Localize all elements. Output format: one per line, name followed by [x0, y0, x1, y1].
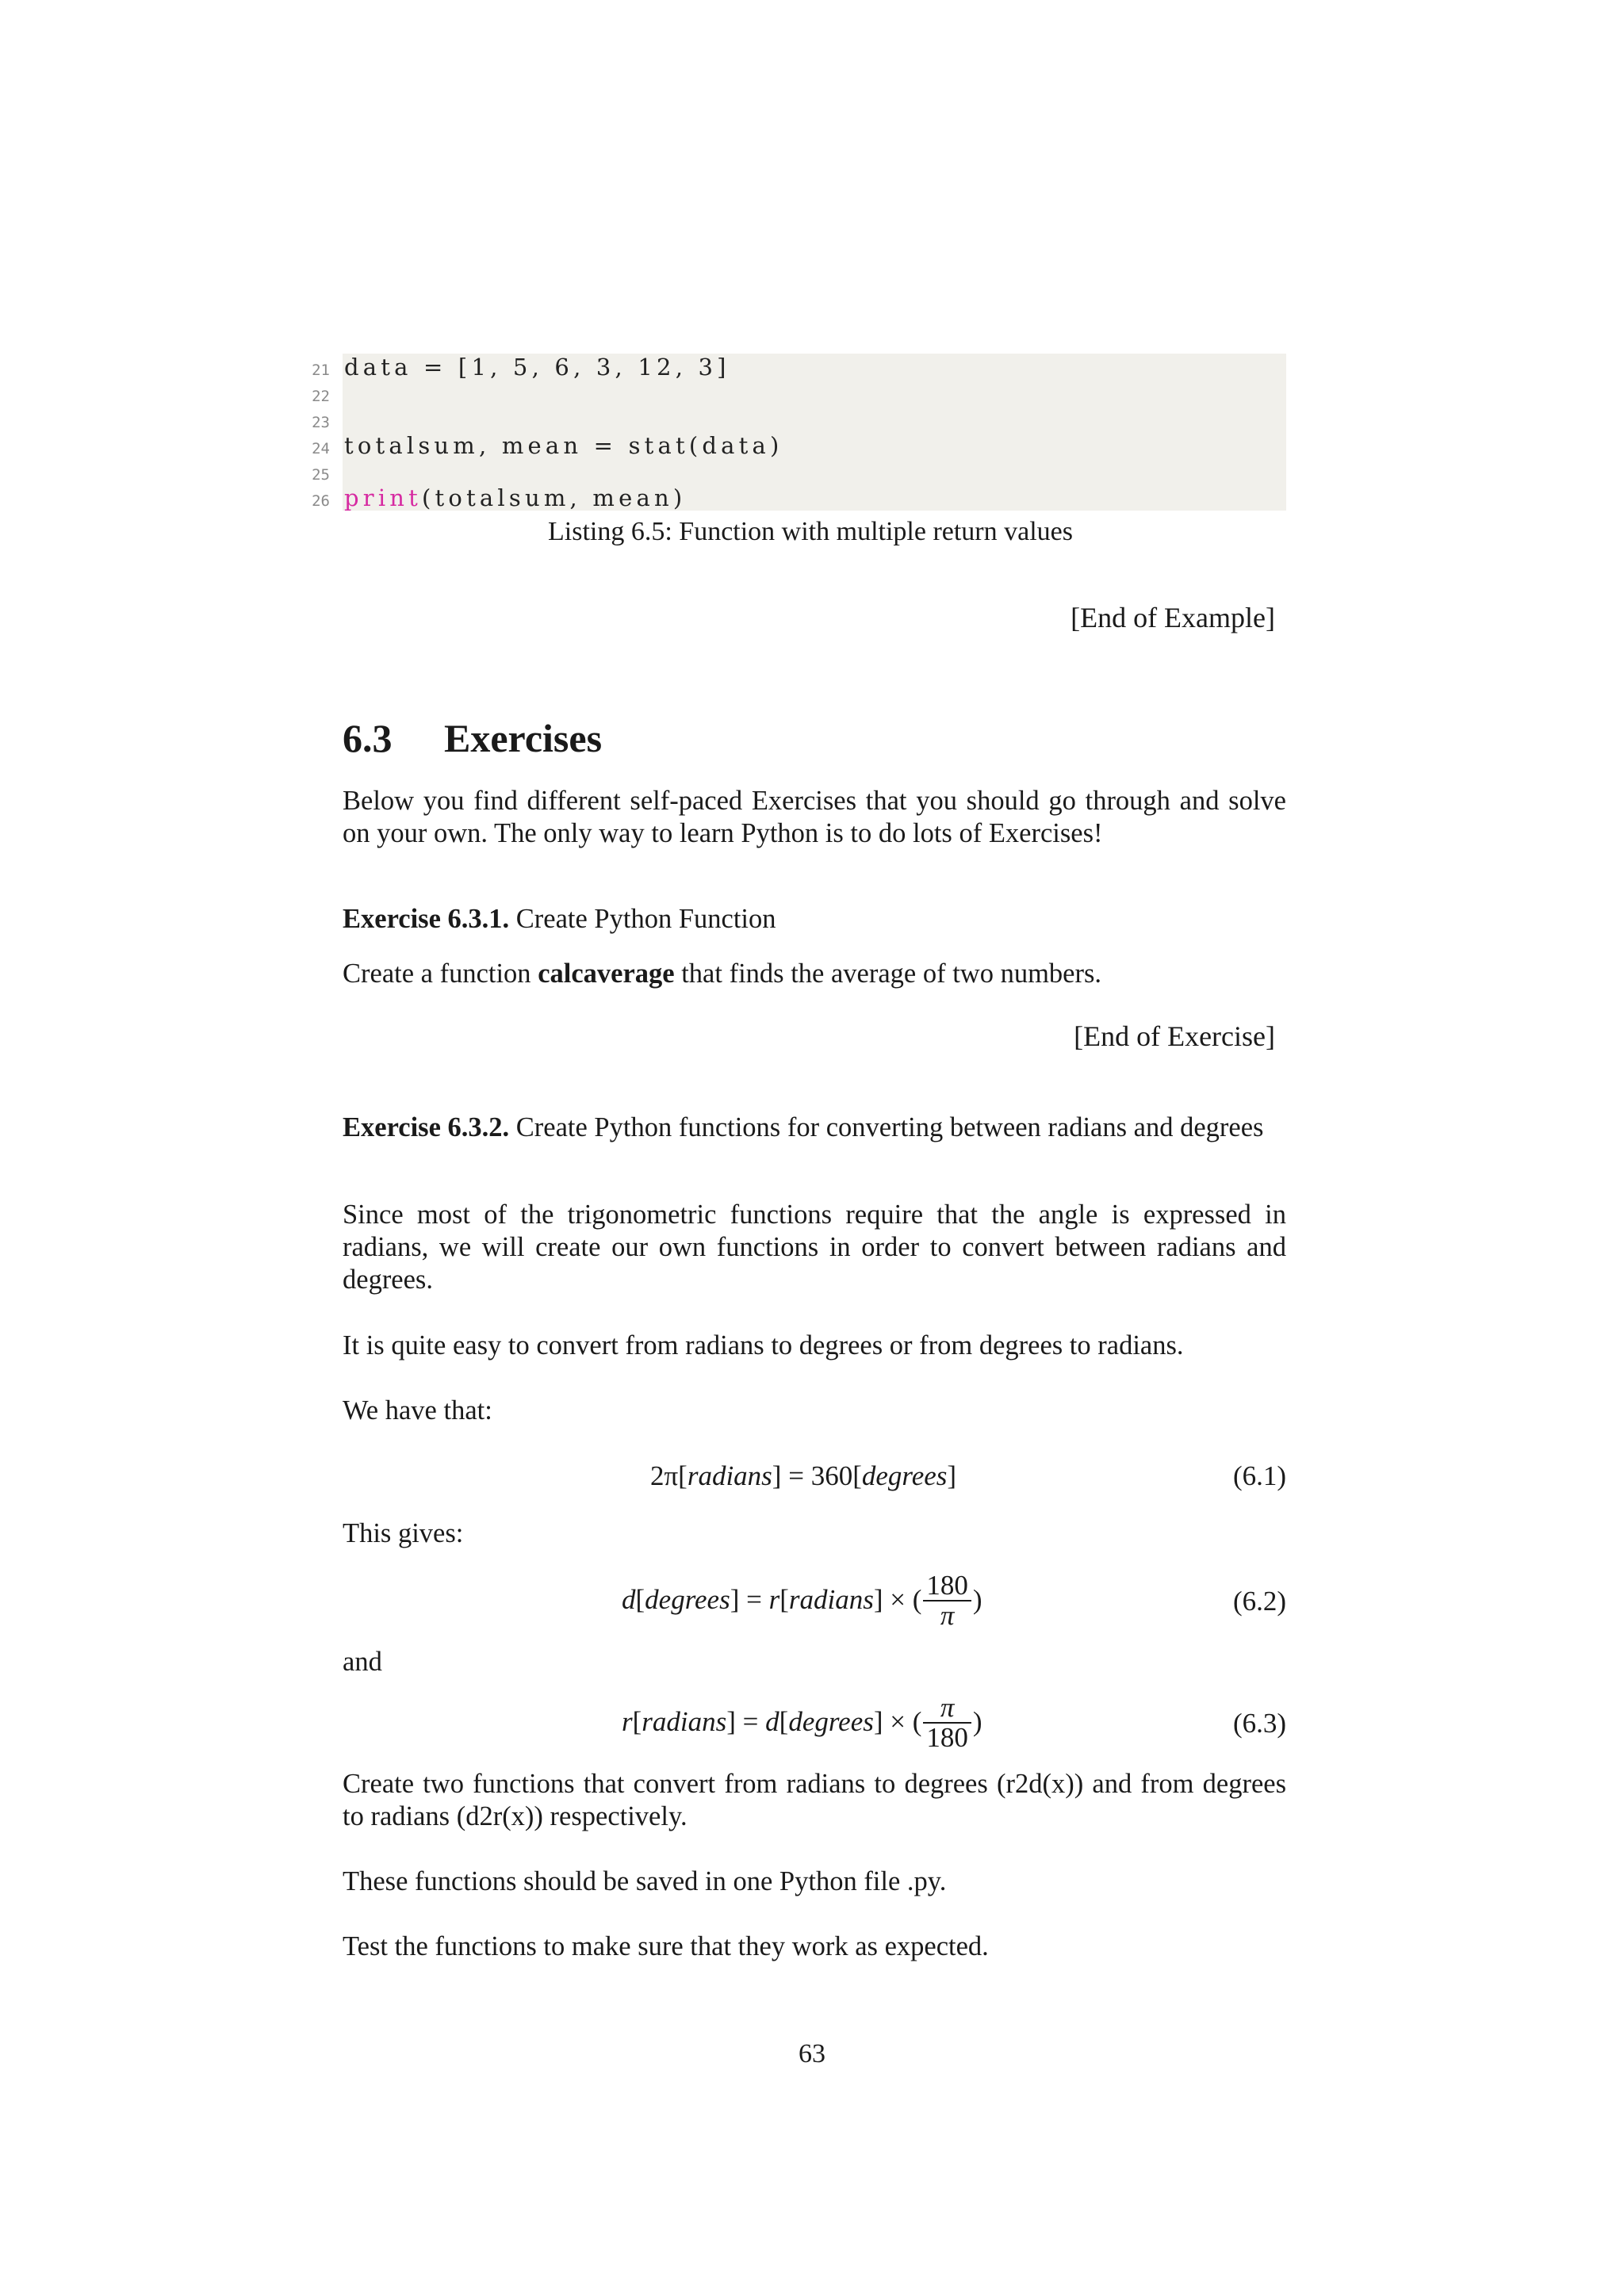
code-line — [312, 432, 1286, 459]
listing-caption-text: Listing 6.5: Function with multiple return values — [548, 517, 1073, 546]
code-text: data = [1, 5, 6, 3, 12, 3] — [344, 354, 730, 381]
eq-text: [ — [632, 1706, 642, 1738]
exercise-paragraph: Test the functions to make sure that they work as expected. — [343, 1931, 989, 1961]
eq-var: r — [622, 1706, 633, 1738]
fraction-numerator: 180 — [923, 1571, 971, 1601]
equation-body — [650, 1460, 956, 1492]
exercise-paragraph: and — [343, 1647, 382, 1677]
exercise-paragraph: These functions should be saved in one Python file .py. — [343, 1866, 947, 1896]
fraction-numerator: π — [923, 1693, 971, 1724]
eq-text: [ — [635, 1584, 645, 1616]
equation-number: (6.2) — [1232, 1586, 1286, 1617]
line-number: 24 — [312, 440, 330, 457]
eq-var: radians — [687, 1460, 772, 1491]
exercise-heading — [343, 903, 1286, 936]
eq-text: ) — [972, 1584, 982, 1616]
eq-var: degrees — [861, 1460, 948, 1491]
eq-var: d — [765, 1706, 779, 1738]
code-line — [312, 406, 1286, 431]
line-number: 23 — [312, 414, 330, 431]
eq-var: radians — [788, 1584, 874, 1616]
exercise-body-text: that finds the average of two numbers. — [674, 959, 1102, 989]
eq-text: ] × ( — [873, 1584, 922, 1616]
section-title: Exercises — [444, 716, 603, 760]
listing-caption — [0, 517, 1624, 547]
exercise-paragraph: Since most of the trigonometric functions require that the angle is expressed in radians, we will create our own functions in order to convert between radians and degrees. — [343, 1200, 1286, 1295]
code-text — [344, 484, 686, 511]
eq-text: ] = 360[ — [772, 1460, 862, 1491]
fraction-denominator: 180 — [926, 1722, 968, 1753]
equation-6-2 — [343, 1568, 1286, 1640]
eq-var: degrees — [645, 1584, 730, 1616]
code-listing — [312, 354, 1286, 511]
exercise-paragraph: We have that: — [343, 1395, 492, 1425]
equation-6-3 — [343, 1690, 1286, 1762]
eq-text: ] × ( — [873, 1706, 922, 1738]
section-intro: Below you find different self-paced Exercises that you should go through and solve on your own. The only way to learn Python is to do lots of Exercises! — [343, 786, 1286, 848]
fraction — [923, 1571, 971, 1630]
end-of-example: [End of Example] — [1071, 602, 1275, 633]
line-number: 22 — [312, 388, 330, 405]
equation-number: (6.3) — [1232, 1708, 1286, 1739]
fraction — [923, 1693, 971, 1752]
exercise-paragraph: It is quite easy to convert from radians to degrees or from degrees to radians. — [343, 1330, 1184, 1360]
function-name: calcaverage — [538, 959, 675, 989]
eq-text: [ — [779, 1706, 789, 1738]
code-line — [312, 484, 1286, 511]
equation-number: (6.1) — [1232, 1460, 1286, 1491]
code-text: totalsum, mean = stat(data) — [344, 432, 783, 459]
eq-text: ) — [972, 1706, 982, 1738]
eq-text: ] = — [726, 1706, 766, 1738]
eq-text: 2π[ — [650, 1460, 688, 1491]
eq-text: ] — [947, 1460, 957, 1491]
line-number: 26 — [312, 492, 330, 510]
code-line — [312, 458, 1286, 484]
code-args: (totalsum, mean) — [422, 484, 687, 511]
eq-text: [ — [779, 1584, 789, 1616]
eq-var: r — [768, 1584, 780, 1616]
exercise-label: Exercise 6.3.1. — [343, 904, 510, 934]
fraction-denominator: π — [940, 1600, 955, 1631]
section-heading — [343, 715, 602, 761]
exercise-title: Create Python functions for converting between radians and degrees — [515, 1112, 1264, 1142]
exercise-body — [343, 958, 1286, 990]
line-number: 25 — [312, 466, 330, 484]
eq-var: radians — [642, 1706, 727, 1738]
code-keyword: print — [344, 484, 423, 511]
exercise-label: Exercise 6.3.2. — [343, 1112, 510, 1142]
code-line — [312, 354, 1286, 381]
equation-body — [622, 1692, 982, 1754]
exercise-paragraph: Create two functions that convert from radians to degrees (r2d(x)) and from degrees to radians (d2r(x)) respectively. — [343, 1769, 1286, 1831]
line-number: 21 — [312, 362, 330, 379]
exercise-title: Create Python Function — [515, 904, 776, 934]
page-number: 63 — [799, 2039, 825, 2068]
end-of-exercise: [End of Exercise] — [1074, 1020, 1275, 1052]
exercise-body-text: Create a function — [343, 959, 538, 989]
eq-var: degrees — [788, 1706, 874, 1738]
section-number: 6.3 — [343, 716, 393, 760]
equation-body — [622, 1570, 982, 1632]
code-line — [312, 380, 1286, 405]
exercise-paragraph: This gives: — [343, 1518, 464, 1548]
exercise-heading — [343, 1112, 1286, 1144]
eq-var: d — [622, 1584, 636, 1616]
eq-text: ] = — [730, 1584, 769, 1616]
